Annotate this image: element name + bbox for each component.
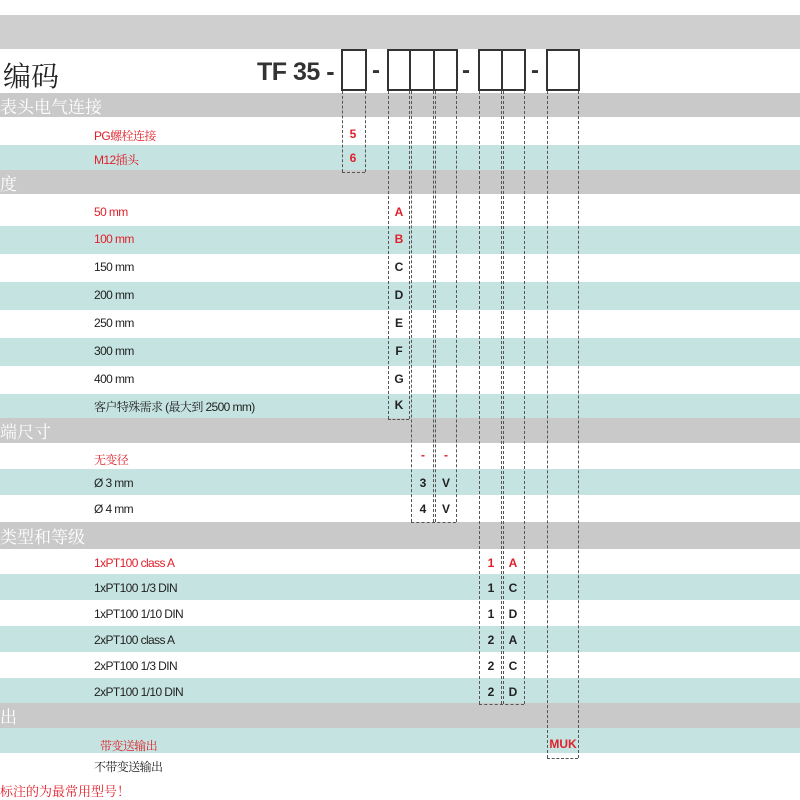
code-box-connection xyxy=(341,49,367,91)
option-code-tip: 4 xyxy=(419,502,427,516)
model-prefix: TF 35 - xyxy=(257,58,335,86)
connector-line xyxy=(409,91,410,419)
connector-line xyxy=(524,91,525,704)
code-box-length xyxy=(387,49,411,91)
option-label-sensor: 1xPT100 1/10 DIN xyxy=(94,607,184,621)
code-box-tip-2 xyxy=(433,49,458,91)
code-box-output xyxy=(546,49,580,91)
option-code-tip: 3 xyxy=(419,476,427,490)
option-code-sensor: A xyxy=(508,633,518,647)
option-label-sensor: 1xPT100 1/3 DIN xyxy=(94,581,178,595)
option-label-length: 200 mm xyxy=(94,288,134,302)
option-code-sensor: A xyxy=(508,556,518,570)
option-code-sensor: 1 xyxy=(487,556,495,570)
option-label-sensor: 1xPT100 class A xyxy=(94,556,175,570)
option-code-length: E xyxy=(394,316,403,330)
option-label-length: 150 mm xyxy=(94,260,134,274)
option-label-length: 50 mm xyxy=(94,205,128,219)
option-code-sensor: 1 xyxy=(487,581,495,595)
option-code-sensor: 2 xyxy=(487,633,495,647)
option-code-length: K xyxy=(394,398,404,412)
option-label-m12: M12插头 xyxy=(94,153,139,167)
option-code-length: G xyxy=(394,372,404,386)
option-code-sensor: D xyxy=(508,607,518,621)
separator: - xyxy=(372,57,380,84)
option-label-tip: Ø 4 mm xyxy=(94,502,134,516)
option-label-length: 400 mm xyxy=(94,372,134,386)
connector-line xyxy=(479,91,480,704)
option-code-length: D xyxy=(394,288,404,302)
option-code-length: F xyxy=(395,344,403,358)
option-label-length: 100 mm xyxy=(94,232,134,246)
section-tip xyxy=(0,418,800,443)
option-code-sensor: D xyxy=(508,685,518,699)
section-title-output: 出 xyxy=(0,708,17,727)
connector-line xyxy=(411,522,456,523)
option-label-tip: 无变径 xyxy=(94,453,129,467)
option-code-sensor: C xyxy=(508,659,518,673)
connector-line xyxy=(388,91,389,419)
option-code-sensor: 1 xyxy=(487,607,495,621)
separator: - xyxy=(531,57,539,84)
option-code-output: MUK xyxy=(549,737,577,751)
section-title-tip: 端尺寸 xyxy=(0,423,51,442)
option-code-length: B xyxy=(394,232,404,246)
connector-line xyxy=(435,91,436,522)
option-code-tip: - xyxy=(421,448,425,462)
top-band xyxy=(0,15,800,49)
section-sensor xyxy=(0,522,800,549)
option-code-tip: - xyxy=(444,448,448,462)
section-title-length: 度 xyxy=(0,174,17,194)
connector-line xyxy=(433,91,434,522)
option-label-length: 300 mm xyxy=(94,344,134,358)
section-title-sensor: 类型和等级 xyxy=(0,528,85,547)
option-label-length: 250 mm xyxy=(94,316,134,330)
option-code-sensor: C xyxy=(508,581,518,595)
connector-line xyxy=(578,91,579,758)
footnote: 标注的为最常用型号！ xyxy=(0,784,131,799)
section-title-electrical: 表头电气连接 xyxy=(0,97,102,117)
option-code-tip: V xyxy=(441,476,450,490)
page-title: 编码 xyxy=(3,62,60,93)
option-label-output: 不带变送输出 xyxy=(94,760,163,774)
option-code-length: C xyxy=(394,260,404,274)
section-length xyxy=(0,170,800,194)
connector-line xyxy=(547,91,548,758)
option-code-tip: V xyxy=(441,502,450,516)
connector-line xyxy=(342,172,365,173)
connector-line xyxy=(501,91,502,704)
option-code-length: A xyxy=(394,205,404,219)
option-label-length: 客户特殊需求 (最大到 2500 mm) xyxy=(94,400,255,414)
option-label-output: 带变送输出 xyxy=(100,739,158,753)
connector-line xyxy=(388,419,409,420)
section-electrical xyxy=(0,93,800,117)
code-box-tip-1 xyxy=(409,49,435,91)
connector-line xyxy=(342,91,343,172)
option-code-m12: 6 xyxy=(349,151,357,165)
option-label-pg: PG螺栓连接 xyxy=(94,129,156,143)
connector-line xyxy=(479,704,524,705)
option-code-sensor: 2 xyxy=(487,659,495,673)
code-box-sensor-2 xyxy=(501,49,526,91)
connector-line xyxy=(411,91,412,522)
connector-line xyxy=(456,91,457,522)
option-label-sensor: 2xPT100 class A xyxy=(94,633,175,647)
option-code-sensor: 2 xyxy=(487,685,495,699)
connector-line xyxy=(547,758,578,759)
connector-line xyxy=(365,91,366,172)
option-label-tip: Ø 3 mm xyxy=(94,476,134,490)
code-box-sensor-1 xyxy=(478,49,503,91)
separator: - xyxy=(462,57,470,84)
section-output xyxy=(0,703,800,728)
option-code-pg: 5 xyxy=(349,127,357,141)
option-label-sensor: 2xPT100 1/3 DIN xyxy=(94,659,178,673)
option-label-sensor: 2xPT100 1/10 DIN xyxy=(94,685,184,699)
